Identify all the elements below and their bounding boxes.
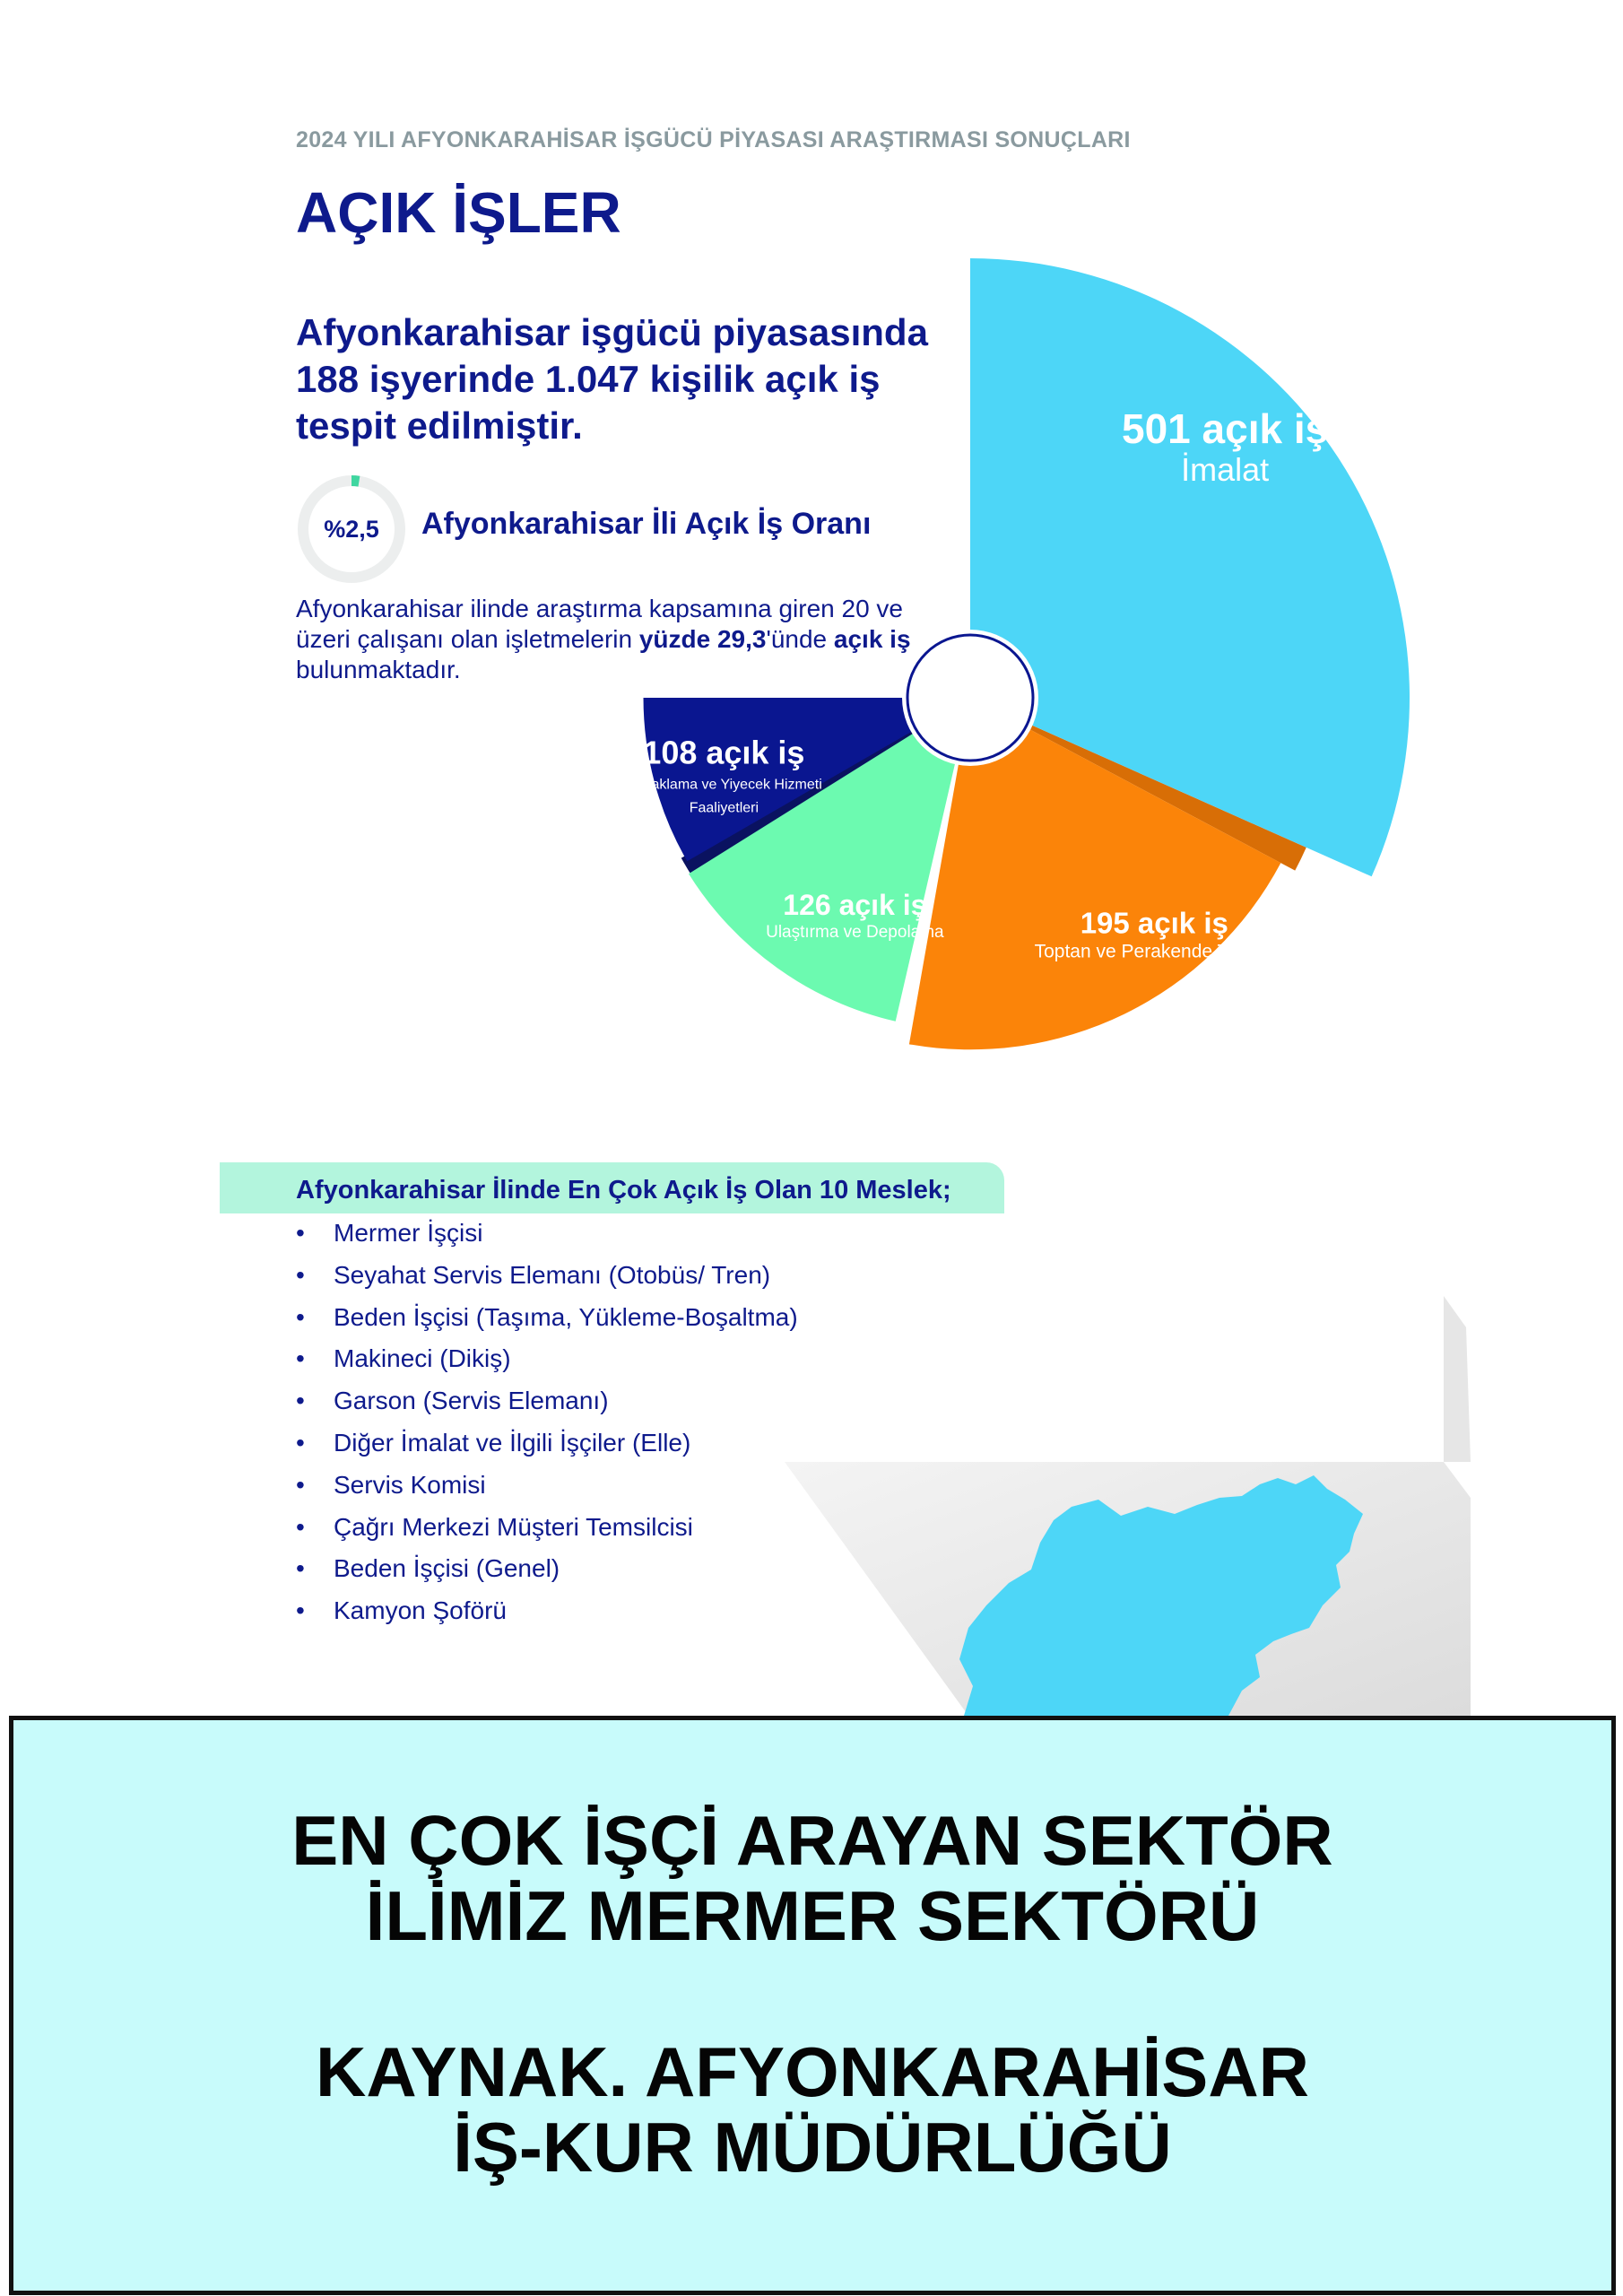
banner-text [9, 1803, 1616, 2185]
banner-line-2: İLİMİZ MERMER SEKTÖRÜ [365, 1876, 1260, 1955]
occupation-item: • Kamyon Şoförü [296, 1590, 798, 1632]
desc-text-2: 'ünde [766, 625, 834, 653]
desc-bold-open-jobs: açık iş [833, 625, 911, 653]
center-hole [902, 630, 1038, 766]
occupation-item: • Makineci (Dikiş) [296, 1338, 798, 1380]
slice-category-label: Toptan ve Perakende Ticaret [1034, 941, 1274, 962]
banner-line-3: KAYNAK. AFYONKARAHİSAR [316, 2032, 1309, 2111]
slice-value-label: 108 açık iş [643, 734, 805, 771]
summary-headline: Afyonkarahisar işgücü piyasasında 188 işyerinde 1.047 kişilik açık iş tespit edilmiştir. [296, 311, 928, 447]
occupation-item: • Mermer İşçisi [296, 1213, 798, 1255]
occupation-list [296, 1213, 798, 1632]
province-map-icon [959, 1475, 1363, 1716]
slice-category-label: Ulaştırma ve Depolama [766, 922, 944, 942]
occupation-item: • Diğer İmalat ve İlgili İşçiler (Elle) [296, 1422, 798, 1465]
occupation-item: • Seyahat Servis Elemanı (Otobüs/ Tren) [296, 1255, 798, 1297]
occupation-item: • Garson (Servis Elemanı) [296, 1380, 798, 1422]
occupation-list-title: Afyonkarahisar İlinde En Çok Açık İş Olan 10 Meslek; [296, 1176, 951, 1205]
slice-value-label: 501 açık iş [1122, 404, 1329, 452]
occupation-item: • Beden İşçisi (Taşıma, Yükleme-Boşaltma) [296, 1297, 798, 1339]
slice-value-label: 195 açık iş [1080, 906, 1228, 940]
map-shadow [785, 1462, 1471, 1716]
occupation-item: • Beden İşçisi (Genel) [296, 1548, 798, 1590]
desc-text-1: Afyonkarahisar ilinde araştırma kapsamına giren 20 ve üzeri çalışanı olan işletmelerin [296, 595, 904, 653]
page-title: AÇIK İŞLER [296, 180, 621, 245]
slice-category-label: Faaliyetleri [689, 800, 759, 816]
slice-value-label: 126 açık iş [783, 888, 927, 921]
banner-line-1: EN ÇOK İŞÇİ ARAYAN SEKTÖR [291, 1801, 1333, 1880]
banner-line-4: İŞ-KUR MÜDÜRLÜĞÜ [453, 2108, 1172, 2187]
desc-text-3: bulunmaktadır. [296, 656, 461, 683]
occupation-item: • Çağrı Merkezi Müşteri Temsilcisi [296, 1507, 798, 1549]
sector-pie-chart [0, 0, 1623, 1076]
slice-category-label: İmalat [1181, 450, 1270, 488]
rate-label: Afyonkarahisar İli Açık İş Oranı [421, 507, 872, 541]
map-shadow-edge [1444, 1296, 1471, 1462]
report-subtitle: 2024 YILI AFYONKARAHİSAR İŞGÜCÜ PİYASASI ARAŞTIRMASI SONUÇLARI [296, 127, 1131, 152]
slice-category-label: Konaklama ve Yiyecek Hizmeti [626, 777, 822, 793]
rate-value: %2,5 [324, 516, 379, 543]
desc-bold-percentage: yüzde 29,3 [638, 625, 767, 653]
occupation-item: • Servis Komisi [296, 1465, 798, 1507]
